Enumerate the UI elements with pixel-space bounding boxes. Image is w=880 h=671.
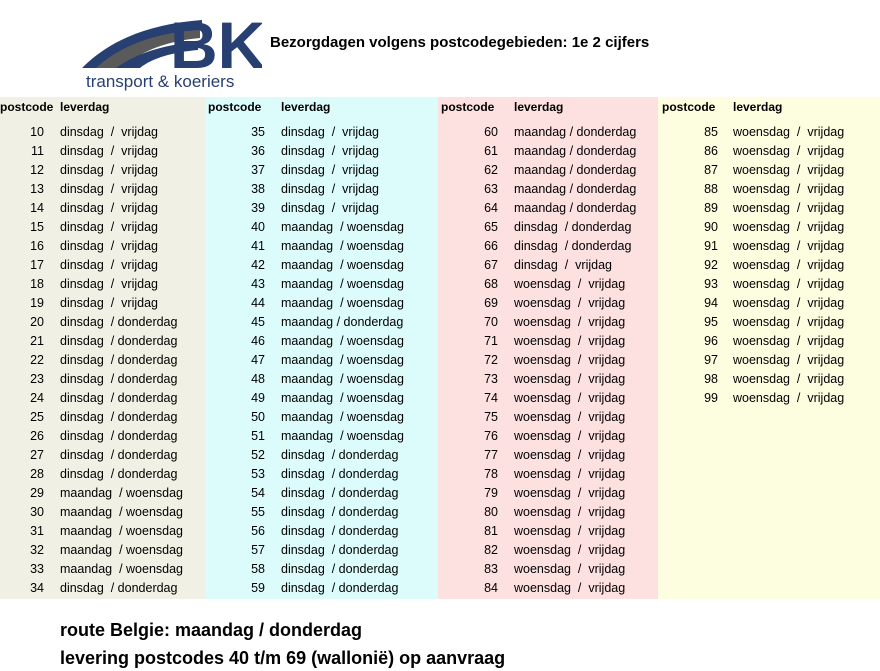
- postcode-cell: 60: [484, 125, 498, 139]
- table-row: [438, 277, 658, 296]
- leverdag-cell: woensdag / vrijdag: [733, 163, 845, 177]
- postcode-cell: 68: [484, 277, 498, 291]
- leverdag-cell: woensdag / vrijdag: [514, 524, 626, 538]
- postcode-cell: 17: [30, 258, 44, 272]
- postcode-cell: 29: [30, 486, 44, 500]
- table-row: [205, 201, 438, 220]
- postcode-cell: 45: [251, 315, 265, 329]
- logo-tagline: transport & koeriers: [86, 72, 235, 91]
- leverdag-cell: woensdag / vrijdag: [514, 543, 626, 557]
- postcode-cell: 43: [251, 277, 265, 291]
- table-row: [438, 258, 658, 277]
- leverdag-cell: woensdag / vrijdag: [514, 277, 626, 291]
- postcode-cell: 35: [251, 125, 265, 139]
- leverdag-cell: dinsdag / donderdag: [60, 410, 178, 424]
- postcode-cell: 54: [251, 486, 265, 500]
- table-row: [205, 448, 438, 467]
- leverdag-cell: dinsdag / donderdag: [281, 524, 399, 538]
- table-row: [205, 296, 438, 315]
- table-row: [438, 543, 658, 562]
- leverdag-cell: woensdag / vrijdag: [514, 372, 626, 386]
- leverdag-cell: woensdag / vrijdag: [733, 144, 845, 158]
- postcode-cell: 46: [251, 334, 265, 348]
- leverdag-cell: dinsdag / donderdag: [281, 486, 399, 500]
- leverdag-cell: woensdag / vrijdag: [514, 315, 626, 329]
- table-row: [438, 372, 658, 391]
- postcode-column-2: [205, 97, 438, 599]
- table-row: [0, 201, 205, 220]
- postcode-cell: 15: [30, 220, 44, 234]
- table-row: [0, 182, 205, 201]
- table-row: [438, 410, 658, 429]
- leverdag-cell: maandag / woensdag: [281, 258, 405, 272]
- postcode-cell: 61: [484, 144, 498, 158]
- leverdag-cell: dinsdag / donderdag: [514, 220, 632, 234]
- postcode-cell: 71: [484, 334, 498, 348]
- leverdag-cell: dinsdag / donderdag: [281, 581, 399, 595]
- table-row: [0, 372, 205, 391]
- postcode-column-3: [438, 97, 658, 599]
- table-row: [0, 505, 205, 524]
- leverdag-cell: maandag / donderdag: [514, 163, 637, 177]
- postcode-cell: 85: [704, 125, 718, 139]
- table-row: [658, 372, 880, 391]
- table-row: [658, 391, 880, 410]
- leverdag-cell: dinsdag / donderdag: [281, 562, 399, 576]
- postcode-cell: 70: [484, 315, 498, 329]
- footer-route: route Belgie: maandag / donderdag: [60, 620, 363, 640]
- postcode-cell: 28: [30, 467, 44, 481]
- postcode-cell: 76: [484, 429, 498, 443]
- leverdag-cell: woensdag / vrijdag: [514, 429, 626, 443]
- leverdag-cell: dinsdag / donderdag: [60, 467, 178, 481]
- table-row: [205, 581, 438, 600]
- header-postcode: postcode: [208, 100, 262, 114]
- leverdag-cell: maandag / woensdag: [281, 391, 405, 405]
- postcode-cell: 20: [30, 315, 44, 329]
- postcode-cell: 42: [251, 258, 265, 272]
- footer-note: levering postcodes 40 t/m 69 (wallonië) op aanvraag: [60, 648, 506, 668]
- leverdag-cell: dinsdag / donderdag: [60, 448, 178, 462]
- header-postcode: postcode: [0, 100, 54, 114]
- postcode-cell: 81: [484, 524, 498, 538]
- postcode-cell: 48: [251, 372, 265, 386]
- leverdag-cell: woensdag / vrijdag: [733, 277, 845, 291]
- table-row: [658, 296, 880, 315]
- table-row: [0, 562, 205, 581]
- table-row: [205, 372, 438, 391]
- table-row: [205, 429, 438, 448]
- leverdag-cell: maandag / donderdag: [514, 201, 637, 215]
- table-row: [658, 353, 880, 372]
- table-row: [205, 543, 438, 562]
- leverdag-cell: woensdag / vrijdag: [733, 372, 845, 386]
- leverdag-cell: woensdag / vrijdag: [514, 334, 626, 348]
- leverdag-cell: dinsdag / donderdag: [281, 543, 399, 557]
- leverdag-cell: woensdag / vrijdag: [733, 315, 845, 329]
- leverdag-cell: woensdag / vrijdag: [514, 448, 626, 462]
- table-row: [438, 201, 658, 220]
- table-row: [658, 315, 880, 334]
- table-row: [438, 467, 658, 486]
- table-row: [0, 315, 205, 334]
- leverdag-cell: woensdag / vrijdag: [733, 239, 845, 253]
- postcode-cell: 26: [30, 429, 44, 443]
- logo-letters: BK: [170, 8, 262, 82]
- postcode-cell: 52: [251, 448, 265, 462]
- table-row: [438, 486, 658, 505]
- postcode-cell: 56: [251, 524, 265, 538]
- table-row: [438, 163, 658, 182]
- table-row: [0, 581, 205, 600]
- table-row: [438, 334, 658, 353]
- table-row: [438, 220, 658, 239]
- table-row: [0, 486, 205, 505]
- postcode-cell: 16: [30, 239, 44, 253]
- leverdag-cell: maandag / woensdag: [60, 524, 184, 538]
- table-row: [205, 315, 438, 334]
- postcode-cell: 59: [251, 581, 265, 595]
- table-row: [0, 239, 205, 258]
- postcode-cell: 62: [484, 163, 498, 177]
- table-row: [205, 182, 438, 201]
- postcode-cell: 55: [251, 505, 265, 519]
- postcode-cell: 12: [30, 163, 44, 177]
- postcode-cell: 27: [30, 448, 44, 462]
- table-row: [438, 505, 658, 524]
- postcode-cell: 11: [31, 144, 44, 158]
- leverdag-cell: dinsdag / vrijdag: [60, 125, 158, 139]
- postcode-cell: 67: [484, 258, 498, 272]
- leverdag-cell: maandag / woensdag: [60, 486, 184, 500]
- table-row: [0, 296, 205, 315]
- table-row: [205, 258, 438, 277]
- leverdag-cell: woensdag / vrijdag: [514, 505, 626, 519]
- postcode-cell: 83: [484, 562, 498, 576]
- table-row: [438, 562, 658, 581]
- postcode-cell: 87: [704, 163, 718, 177]
- table-row: [0, 277, 205, 296]
- leverdag-cell: maandag / woensdag: [281, 353, 405, 367]
- table-row: [205, 163, 438, 182]
- table-row: [0, 125, 205, 144]
- leverdag-cell: woensdag / vrijdag: [733, 182, 845, 196]
- header-leverdag: leverdag: [60, 100, 110, 114]
- postcode-cell: 92: [704, 258, 718, 272]
- header-leverdag: leverdag: [514, 100, 564, 114]
- leverdag-cell: woensdag / vrijdag: [733, 353, 845, 367]
- leverdag-cell: woensdag / vrijdag: [733, 334, 845, 348]
- table-row: [658, 182, 880, 201]
- leverdag-cell: woensdag / vrijdag: [514, 353, 626, 367]
- leverdag-cell: dinsdag / vrijdag: [60, 277, 158, 291]
- bk-logo: [82, 8, 262, 92]
- leverdag-cell: maandag / woensdag: [281, 239, 405, 253]
- postcode-cell: 58: [251, 562, 265, 576]
- postcode-cell: 13: [30, 182, 44, 196]
- table-row: [438, 296, 658, 315]
- table-row: [658, 258, 880, 277]
- postcode-cell: 19: [30, 296, 44, 310]
- postcode-cell: 18: [30, 277, 44, 291]
- postcode-cell: 74: [484, 391, 498, 405]
- leverdag-cell: maandag / donderdag: [514, 182, 637, 196]
- table-row: [438, 581, 658, 600]
- postcode-cell: 90: [704, 220, 718, 234]
- leverdag-cell: dinsdag / vrijdag: [60, 144, 158, 158]
- leverdag-cell: dinsdag / vrijdag: [281, 201, 379, 215]
- table-row: [438, 353, 658, 372]
- table-row: [438, 524, 658, 543]
- postcode-cell: 34: [30, 581, 44, 595]
- table-row: [0, 410, 205, 429]
- postcode-cell: 49: [251, 391, 265, 405]
- header-postcode: postcode: [662, 100, 716, 114]
- postcode-cell: 57: [251, 543, 265, 557]
- table-row: [0, 448, 205, 467]
- postcode-cell: 24: [30, 391, 44, 405]
- postcode-cell: 33: [30, 562, 44, 576]
- postcode-cell: 93: [704, 277, 718, 291]
- page-title: Bezorgdagen volgens postcodegebieden: 1e 2 cijfers: [270, 34, 650, 51]
- table-row: [658, 125, 880, 144]
- table-row: [205, 391, 438, 410]
- postcode-cell: 65: [484, 220, 498, 234]
- leverdag-cell: maandag / donderdag: [514, 144, 637, 158]
- table-row: [205, 505, 438, 524]
- table-row: [205, 467, 438, 486]
- leverdag-cell: dinsdag / vrijdag: [60, 182, 158, 196]
- leverdag-cell: dinsdag / donderdag: [60, 581, 178, 595]
- table-row: [205, 562, 438, 581]
- leverdag-cell: woensdag / vrijdag: [733, 296, 845, 310]
- table-row: [438, 125, 658, 144]
- leverdag-cell: dinsdag / vrijdag: [60, 258, 158, 272]
- table-row: [0, 334, 205, 353]
- postcode-cell: 21: [30, 334, 44, 348]
- postcode-cell: 73: [484, 372, 498, 386]
- leverdag-cell: woensdag / vrijdag: [733, 391, 845, 405]
- postcode-cell: 69: [484, 296, 498, 310]
- leverdag-cell: woensdag / vrijdag: [733, 258, 845, 272]
- postcode-cell: 53: [251, 467, 265, 481]
- postcode-cell: 88: [704, 182, 718, 196]
- table-row: [205, 486, 438, 505]
- leverdag-cell: dinsdag / vrijdag: [60, 239, 158, 253]
- table-row: [205, 220, 438, 239]
- postcode-cell: 82: [484, 543, 498, 557]
- leverdag-cell: maandag / woensdag: [281, 220, 405, 234]
- leverdag-cell: woensdag / vrijdag: [514, 296, 626, 310]
- postcode-cell: 51: [251, 429, 265, 443]
- leverdag-cell: maandag / woensdag: [60, 562, 184, 576]
- table-row: [0, 353, 205, 372]
- table-row: [0, 144, 205, 163]
- table-row: [0, 429, 205, 448]
- leverdag-cell: maandag / donderdag: [514, 125, 637, 139]
- leverdag-cell: woensdag / vrijdag: [514, 391, 626, 405]
- table-row: [205, 144, 438, 163]
- leverdag-cell: dinsdag / vrijdag: [281, 144, 379, 158]
- postcode-cell: 77: [484, 448, 498, 462]
- table-row: [658, 163, 880, 182]
- leverdag-cell: dinsdag / vrijdag: [60, 163, 158, 177]
- leverdag-cell: maandag / woensdag: [60, 505, 184, 519]
- leverdag-cell: dinsdag / donderdag: [60, 315, 178, 329]
- leverdag-cell: dinsdag / vrijdag: [514, 258, 612, 272]
- postcode-column-1: [0, 97, 205, 599]
- leverdag-cell: dinsdag / donderdag: [60, 391, 178, 405]
- postcode-cell: 31: [30, 524, 44, 538]
- postcode-cell: 63: [484, 182, 498, 196]
- postcode-cell: 25: [30, 410, 44, 424]
- leverdag-cell: maandag / woensdag: [281, 277, 405, 291]
- leverdag-cell: woensdag / vrijdag: [514, 410, 626, 424]
- table-row: [658, 334, 880, 353]
- table-row: [438, 315, 658, 334]
- postcode-cell: 50: [251, 410, 265, 424]
- table-row: [438, 182, 658, 201]
- leverdag-cell: dinsdag / donderdag: [60, 372, 178, 386]
- leverdag-cell: dinsdag / vrijdag: [60, 220, 158, 234]
- leverdag-cell: maandag / woensdag: [281, 296, 405, 310]
- postcode-cell: 22: [30, 353, 44, 367]
- header-leverdag: leverdag: [733, 100, 783, 114]
- table-row: [205, 410, 438, 429]
- postcode-cell: 64: [484, 201, 498, 215]
- postcode-cell: 40: [251, 220, 265, 234]
- table-row: [438, 144, 658, 163]
- table-row: [205, 524, 438, 543]
- postcode-cell: 84: [484, 581, 498, 595]
- table-row: [438, 429, 658, 448]
- postcode-cell: 47: [251, 353, 265, 367]
- table-row: [0, 391, 205, 410]
- leverdag-cell: maandag / woensdag: [281, 410, 405, 424]
- leverdag-cell: woensdag / vrijdag: [733, 220, 845, 234]
- postcode-cell: 66: [484, 239, 498, 253]
- postcode-cell: 32: [30, 543, 44, 557]
- leverdag-cell: woensdag / vrijdag: [514, 562, 626, 576]
- table-row: [205, 334, 438, 353]
- leverdag-cell: dinsdag / donderdag: [60, 334, 178, 348]
- postcode-cell: 99: [704, 391, 718, 405]
- postcode-cell: 89: [704, 201, 718, 215]
- table-row: [205, 125, 438, 144]
- leverdag-cell: maandag / woensdag: [281, 429, 405, 443]
- leverdag-cell: maandag / woensdag: [281, 372, 405, 386]
- table-row: [438, 391, 658, 410]
- header-postcode: postcode: [441, 100, 495, 114]
- postcode-cell: 36: [251, 144, 265, 158]
- leverdag-cell: maandag / donderdag: [281, 315, 404, 329]
- table-row: [658, 239, 880, 258]
- postcode-cell: 96: [704, 334, 718, 348]
- postcode-cell: 14: [30, 201, 44, 215]
- table-row: [0, 467, 205, 486]
- table-row: [658, 201, 880, 220]
- leverdag-cell: woensdag / vrijdag: [514, 486, 626, 500]
- postcode-cell: 79: [484, 486, 498, 500]
- leverdag-cell: woensdag / vrijdag: [733, 125, 845, 139]
- leverdag-cell: dinsdag / vrijdag: [281, 182, 379, 196]
- leverdag-cell: dinsdag / donderdag: [60, 353, 178, 367]
- leverdag-cell: woensdag / vrijdag: [514, 581, 626, 595]
- logo-graphic: [82, 8, 262, 92]
- postcode-cell: 97: [704, 353, 718, 367]
- postcode-cell: 44: [251, 296, 265, 310]
- postcode-cell: 95: [704, 315, 718, 329]
- postcode-column-4: [658, 97, 880, 599]
- table-row: [205, 277, 438, 296]
- table-row: [438, 239, 658, 258]
- postcode-cell: 98: [704, 372, 718, 386]
- table-row: [0, 543, 205, 562]
- leverdag-cell: woensdag / vrijdag: [514, 467, 626, 481]
- leverdag-cell: dinsdag / donderdag: [514, 239, 632, 253]
- table-row: [658, 277, 880, 296]
- table-row: [205, 353, 438, 372]
- table-row: [0, 163, 205, 182]
- postcode-cell: 91: [704, 239, 718, 253]
- header-leverdag: leverdag: [281, 100, 331, 114]
- leverdag-cell: dinsdag / vrijdag: [281, 125, 379, 139]
- table-row: [0, 258, 205, 277]
- postcode-cell: 38: [251, 182, 265, 196]
- postcode-cell: 86: [704, 144, 718, 158]
- leverdag-cell: dinsdag / donderdag: [281, 467, 399, 481]
- table-row: [0, 524, 205, 543]
- leverdag-cell: maandag / woensdag: [60, 543, 184, 557]
- postcode-cell: 41: [251, 239, 265, 253]
- postcode-cell: 75: [484, 410, 498, 424]
- leverdag-cell: dinsdag / vrijdag: [60, 201, 158, 215]
- leverdag-cell: dinsdag / donderdag: [281, 505, 399, 519]
- table-row: [205, 239, 438, 258]
- postcode-cell: 94: [704, 296, 718, 310]
- table-row: [0, 220, 205, 239]
- leverdag-cell: dinsdag / donderdag: [281, 448, 399, 462]
- leverdag-cell: dinsdag / vrijdag: [281, 163, 379, 177]
- postcode-cell: 37: [251, 163, 265, 177]
- leverdag-cell: dinsdag / donderdag: [60, 429, 178, 443]
- postcode-cell: 23: [30, 372, 44, 386]
- leverdag-cell: maandag / woensdag: [281, 334, 405, 348]
- postcode-cell: 72: [484, 353, 498, 367]
- postcode-cell: 80: [484, 505, 498, 519]
- postcode-cell: 39: [251, 201, 265, 215]
- table-row: [658, 144, 880, 163]
- leverdag-cell: dinsdag / vrijdag: [60, 296, 158, 310]
- table-row: [658, 220, 880, 239]
- postcode-cell: 10: [30, 125, 44, 139]
- table-row: [438, 448, 658, 467]
- postcode-cell: 30: [30, 505, 44, 519]
- leverdag-cell: woensdag / vrijdag: [733, 201, 845, 215]
- postcode-cell: 78: [484, 467, 498, 481]
